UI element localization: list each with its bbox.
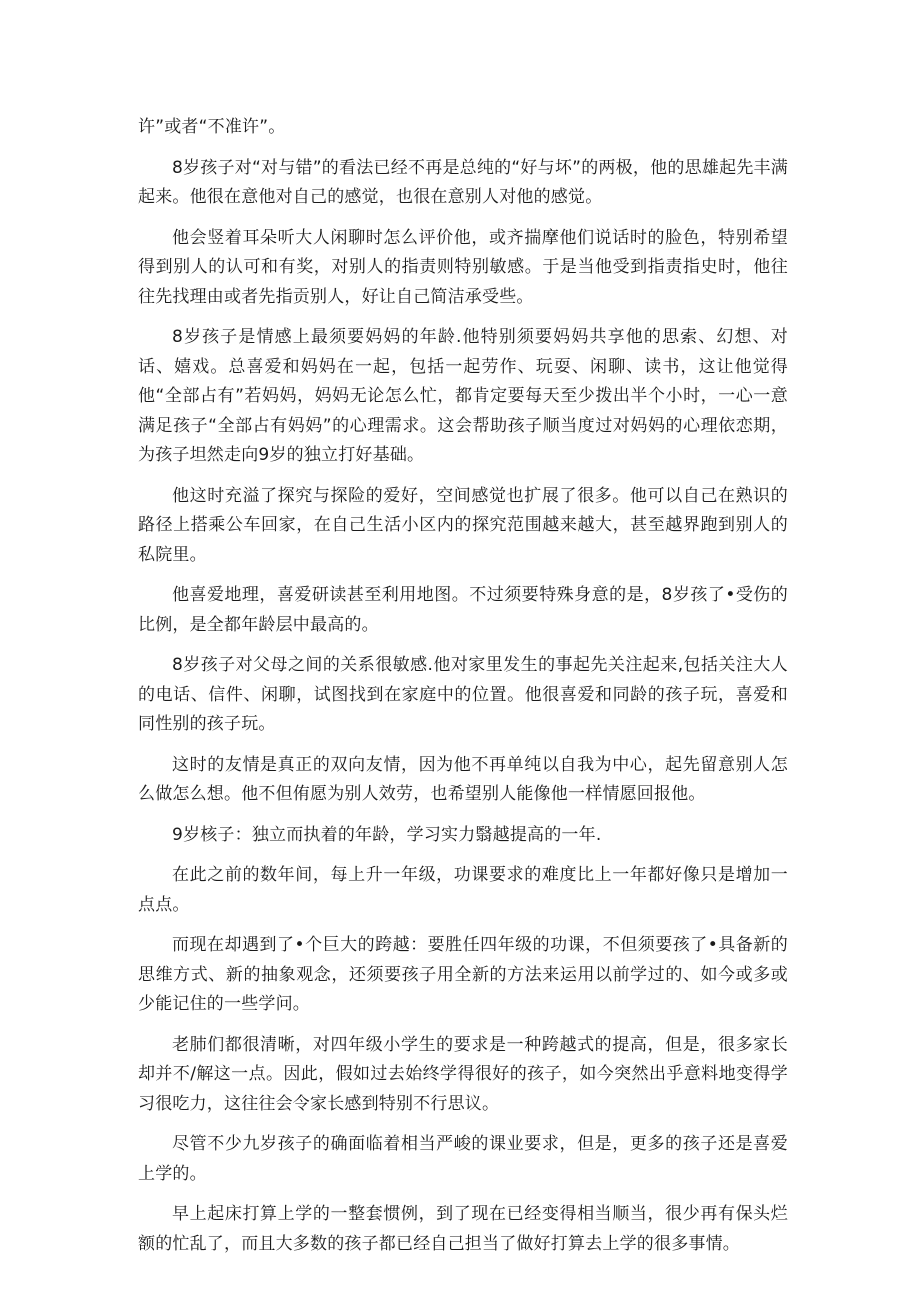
document-body: [138, 113, 788, 1270]
paragraph: 在此之前的数年间，每上升一年级，功课要求的难度比上一年都好像只是增加一点点。: [138, 865, 788, 915]
paragraph: 而现在却遇到了•个巨大的跨越：要胜任四年级的功课，不但须要孩了•具备新的思维方式、新的抽象观念，还须要孩子用全新的方法来运用以前学过的、如今或多或少能记住的一些学问。: [138, 935, 788, 1014]
paragraph: 他这时充溢了探究与探险的爱好，空间感觉也扩展了很多。他可以自己在熟识的路径上搭乘公车回家，在自己生活小区内的探究范围越来越大，甚至越界跑到别人的私院里。: [138, 485, 788, 565]
section-heading-paragraph: 9岁核子：独立而执着的年龄，学习实力翳越提高的一年.: [172, 824, 602, 845]
paragraph-continuation: 许”或者“不准许”。: [138, 117, 286, 137]
paragraph: 老肺们都很清晰，对四年级小学生的要求是一种跨越式的提高，但是，很多家长却并不/解这一点。因此，假如过去始终学得很好的孩子，如今突然出乎意料地变得学习很吃力，这往往会令家长感到特别不行思议。: [138, 1034, 788, 1114]
paragraph: 8岁孩子是情感上最须要妈妈的年龄.他特别须要妈妈共享他的思索、幻想、对话、嬉戏。总喜爱和妈妈在一起，包括一起劳作、玩耍、闲聊、读书，这让他觉得他“全部占有”若妈妈，妈妈无论怎么忙，都肯定要每天至少拨出半个小时，一心一意满足孩子“全部占有妈妈”的心理需求。这会帮助孩子顺当度过对妈妈的心理依恋期，为孩子坦然走向9岁的独立打好基础。: [138, 327, 788, 465]
paragraph: 8岁孩子对“对与错”的看法已经不再是总纯的“好与坏”的两极，他的思雄起先丰满起来。他很在意他对自己的感觉，也很在意别人对他的感觉。: [138, 157, 788, 207]
paragraph: 这时的友情是真正的双向友情，因为他不再单纯以自我为中心，起先留意别人怎么做怎么想。他不但侑愿为别人效劳，也希望别人能像他一样情愿回报他。: [138, 754, 788, 804]
paragraph: 他喜爱地理，喜爱研读甚至利用地图。不过须要特殊身意的是，8岁孩了•受伤的比例，是全都年龄层中最高的。: [138, 585, 788, 635]
paragraph: 8岁孩子对父母之间的关系很敏感.他对家里发生的事起先关注起来,包括关注大人的电话、信件、闲聊，试图找到在家庭中的位置。他很喜爱和同龄的孩子玩，喜爱和同性别的孩子玩。: [138, 655, 788, 734]
paragraph: 早上起床打算上学的一整套惯例，到了现在已经变得相当顺当，很少再有保头烂额的忙乱了，而且大多数的孩子都已经自己担当了做好打算去上学的很多事情。: [138, 1204, 788, 1254]
paragraph: 尽管不少九岁孩子的确面临着相当严峻的课业要求，但是，更多的孩子还是喜爱上学的。: [138, 1134, 788, 1184]
paragraph: 他会竖着耳朵听大人闲聊时怎么评价他，或齐揣摩他们说话时的脸色，特别希望得到别人的认可和有奖，对别人的指责则特别敏感。于是当他受到指责指史时，他往往先找理由或者先指贡别人，好让自己简洁承受些。: [138, 227, 788, 307]
